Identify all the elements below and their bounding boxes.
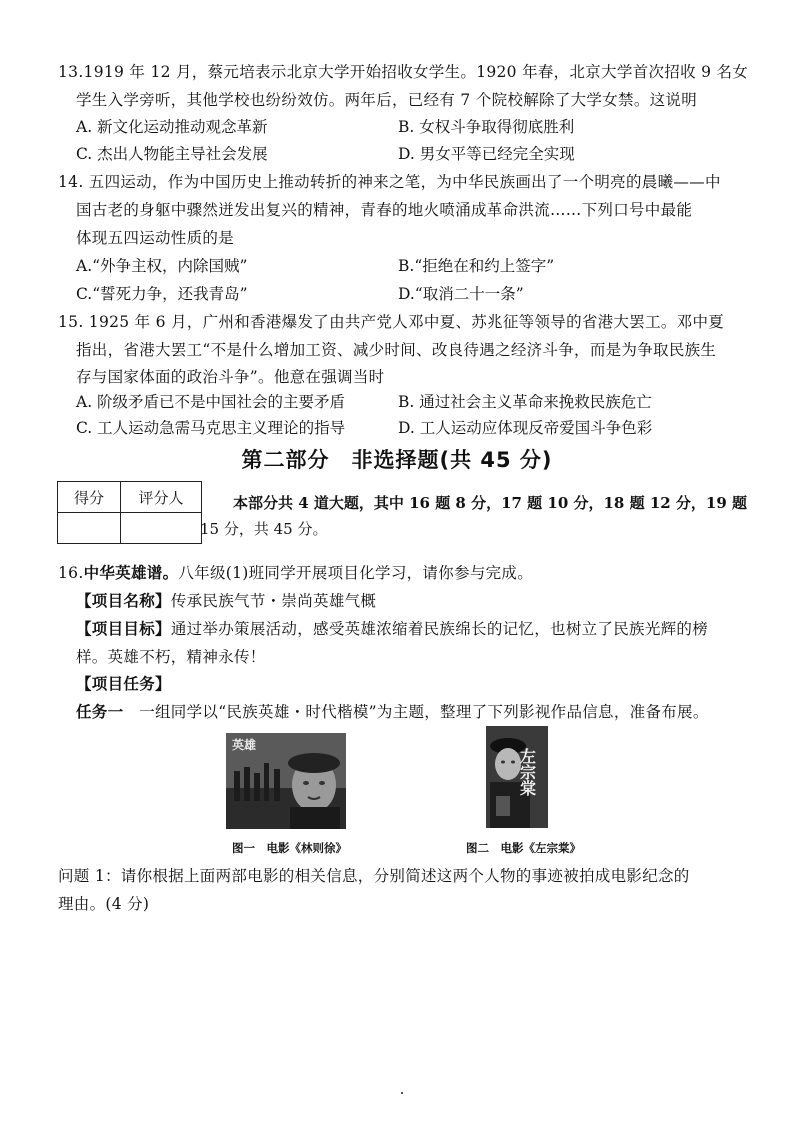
part2-title: 第二部分 非选择题(共 45 分) (241, 448, 553, 472)
project-goal-label: 【项目目标】 (76, 619, 171, 638)
q15-stem-line2: 指出，省港大罢工“不是什么增加工资、减少时间、改良待遇之经济斗争，而是为争取民族生 (76, 341, 717, 359)
q15-stem-line3: 存与国家体面的政治斗争”。他意在强调当时 (76, 368, 385, 386)
poster-lin-zexu-graphic (226, 733, 346, 829)
grader-cell[interactable] (121, 513, 202, 544)
q13-option-d: D. 男女平等已经完全实现 (398, 145, 575, 163)
q16-task-label: 【项目任务】 (76, 674, 171, 693)
poster-lin-zexu-title: 英雄 (232, 738, 257, 752)
score-label: 得分 (58, 482, 121, 513)
q15-stem-line1: 15. 1925 年 6 月，广州和香港爆发了由共产党人邓中夏、苏兆征等领导的省港大罢工。邓中夏 (58, 313, 725, 331)
task1-text: 一组同学以“民族英雄・时代楷模”为主题，整理了下列影视作品信息，准备布展。 (123, 703, 709, 721)
project-goal-text1: 通过举办策展活动，感受英雄浓缩着民族绵长的记忆，也树立了民族光辉的榜 (170, 620, 709, 638)
poster-zuo-zongtang-title: 左宗棠 (517, 748, 537, 796)
part2-desc-line2: 15 分，共 45 分。 (200, 520, 328, 538)
q14-stem-line2: 国古老的身躯中骤然迸发出复兴的精神，青春的地火喷涌成革命洪流……下列口号中最能 (76, 201, 693, 219)
q15-option-b: B. 通过社会主义革命来挽救民族危亡 (398, 393, 652, 411)
q13-stem-line1: 13.1919 年 12 月，蔡元培表示北京大学开始招收女学生。1920 年春，北京大学首次招收 9 名女 (58, 63, 749, 81)
q15-option-d: D. 工人运动应体现反帝爱国斗争色彩 (398, 419, 653, 437)
q16-problem1-line2: 理由。(4 分) (58, 895, 150, 913)
q13-option-a: A. 新文化运动推动观念革新 (76, 118, 268, 136)
poster-zuo-zongtang-graphic (486, 726, 548, 828)
scan-dot (401, 1092, 403, 1094)
q16-task1 (76, 702, 709, 722)
q16-heading (58, 563, 533, 583)
q15-option-c: C. 工人运动急需马克思主义理论的指导 (76, 419, 346, 437)
q13-option-b: B. 女权斗争取得彻底胜利 (398, 118, 575, 136)
q16-project-goal-line2: 样。英雄不朽，精神永传！ (76, 648, 266, 666)
q14-stem-line3: 体现五四运动性质的是 (76, 229, 235, 247)
q14-stem-line1: 14. 五四运动，作为中国历史上推动转折的神来之笔，为中华民族画出了一个明亮的晨曦——中 (58, 173, 721, 191)
part2-desc-line1: 本部分共 4 道大题，其中 16 题 8 分，17 题 10 分，18 题 12 分，19 题 (233, 494, 748, 512)
project-name-label: 【项目名称】 (76, 591, 171, 610)
score-table (57, 481, 202, 544)
q16-number: 16. (58, 564, 84, 582)
film-poster-zuo-zongtang (486, 726, 548, 828)
figure2-caption: 图二 电影《左宗棠》 (466, 841, 581, 855)
q16-project-goal-line1 (76, 619, 708, 639)
project-name-text: 传承民族气节・崇尚英雄气概 (170, 592, 377, 610)
q16-intro: 八年级(1)班同学开展项目化学习，请你参与完成。 (178, 564, 534, 582)
q14-option-a: A.“外争主权，内除国贼” (76, 257, 248, 275)
score-cell[interactable] (58, 513, 121, 544)
q14-option-d: D.“取消二十一条” (398, 285, 524, 303)
q14-option-c: C.“誓死力争，还我青岛” (76, 285, 248, 303)
q15-option-a: A. 阶级矛盾已不是中国社会的主要矛盾 (76, 393, 346, 411)
figure1-caption: 图一 电影《林则徐》 (232, 841, 347, 855)
q14-option-b: B.“拒绝在和约上签字” (398, 257, 555, 275)
q13-option-c: C. 杰出人物能主导社会发展 (76, 145, 268, 163)
task1-label: 任务一 (76, 702, 124, 721)
q13-stem-line2: 学生入学旁听，其他学校也纷纷效仿。两年后，已经有 7 个院校解除了大学女禁。这说明 (76, 91, 698, 109)
grader-label: 评分人 (121, 482, 202, 513)
q16-problem1-line1: 问题 1：请你根据上面两部电影的相关信息，分别简述这两个人物的事迹被拍成电影纪念的 (58, 867, 690, 885)
q16-title: 中华英雄谱。 (83, 563, 179, 582)
q16-project-name (76, 591, 376, 611)
film-poster-lin-zexu (226, 733, 346, 829)
